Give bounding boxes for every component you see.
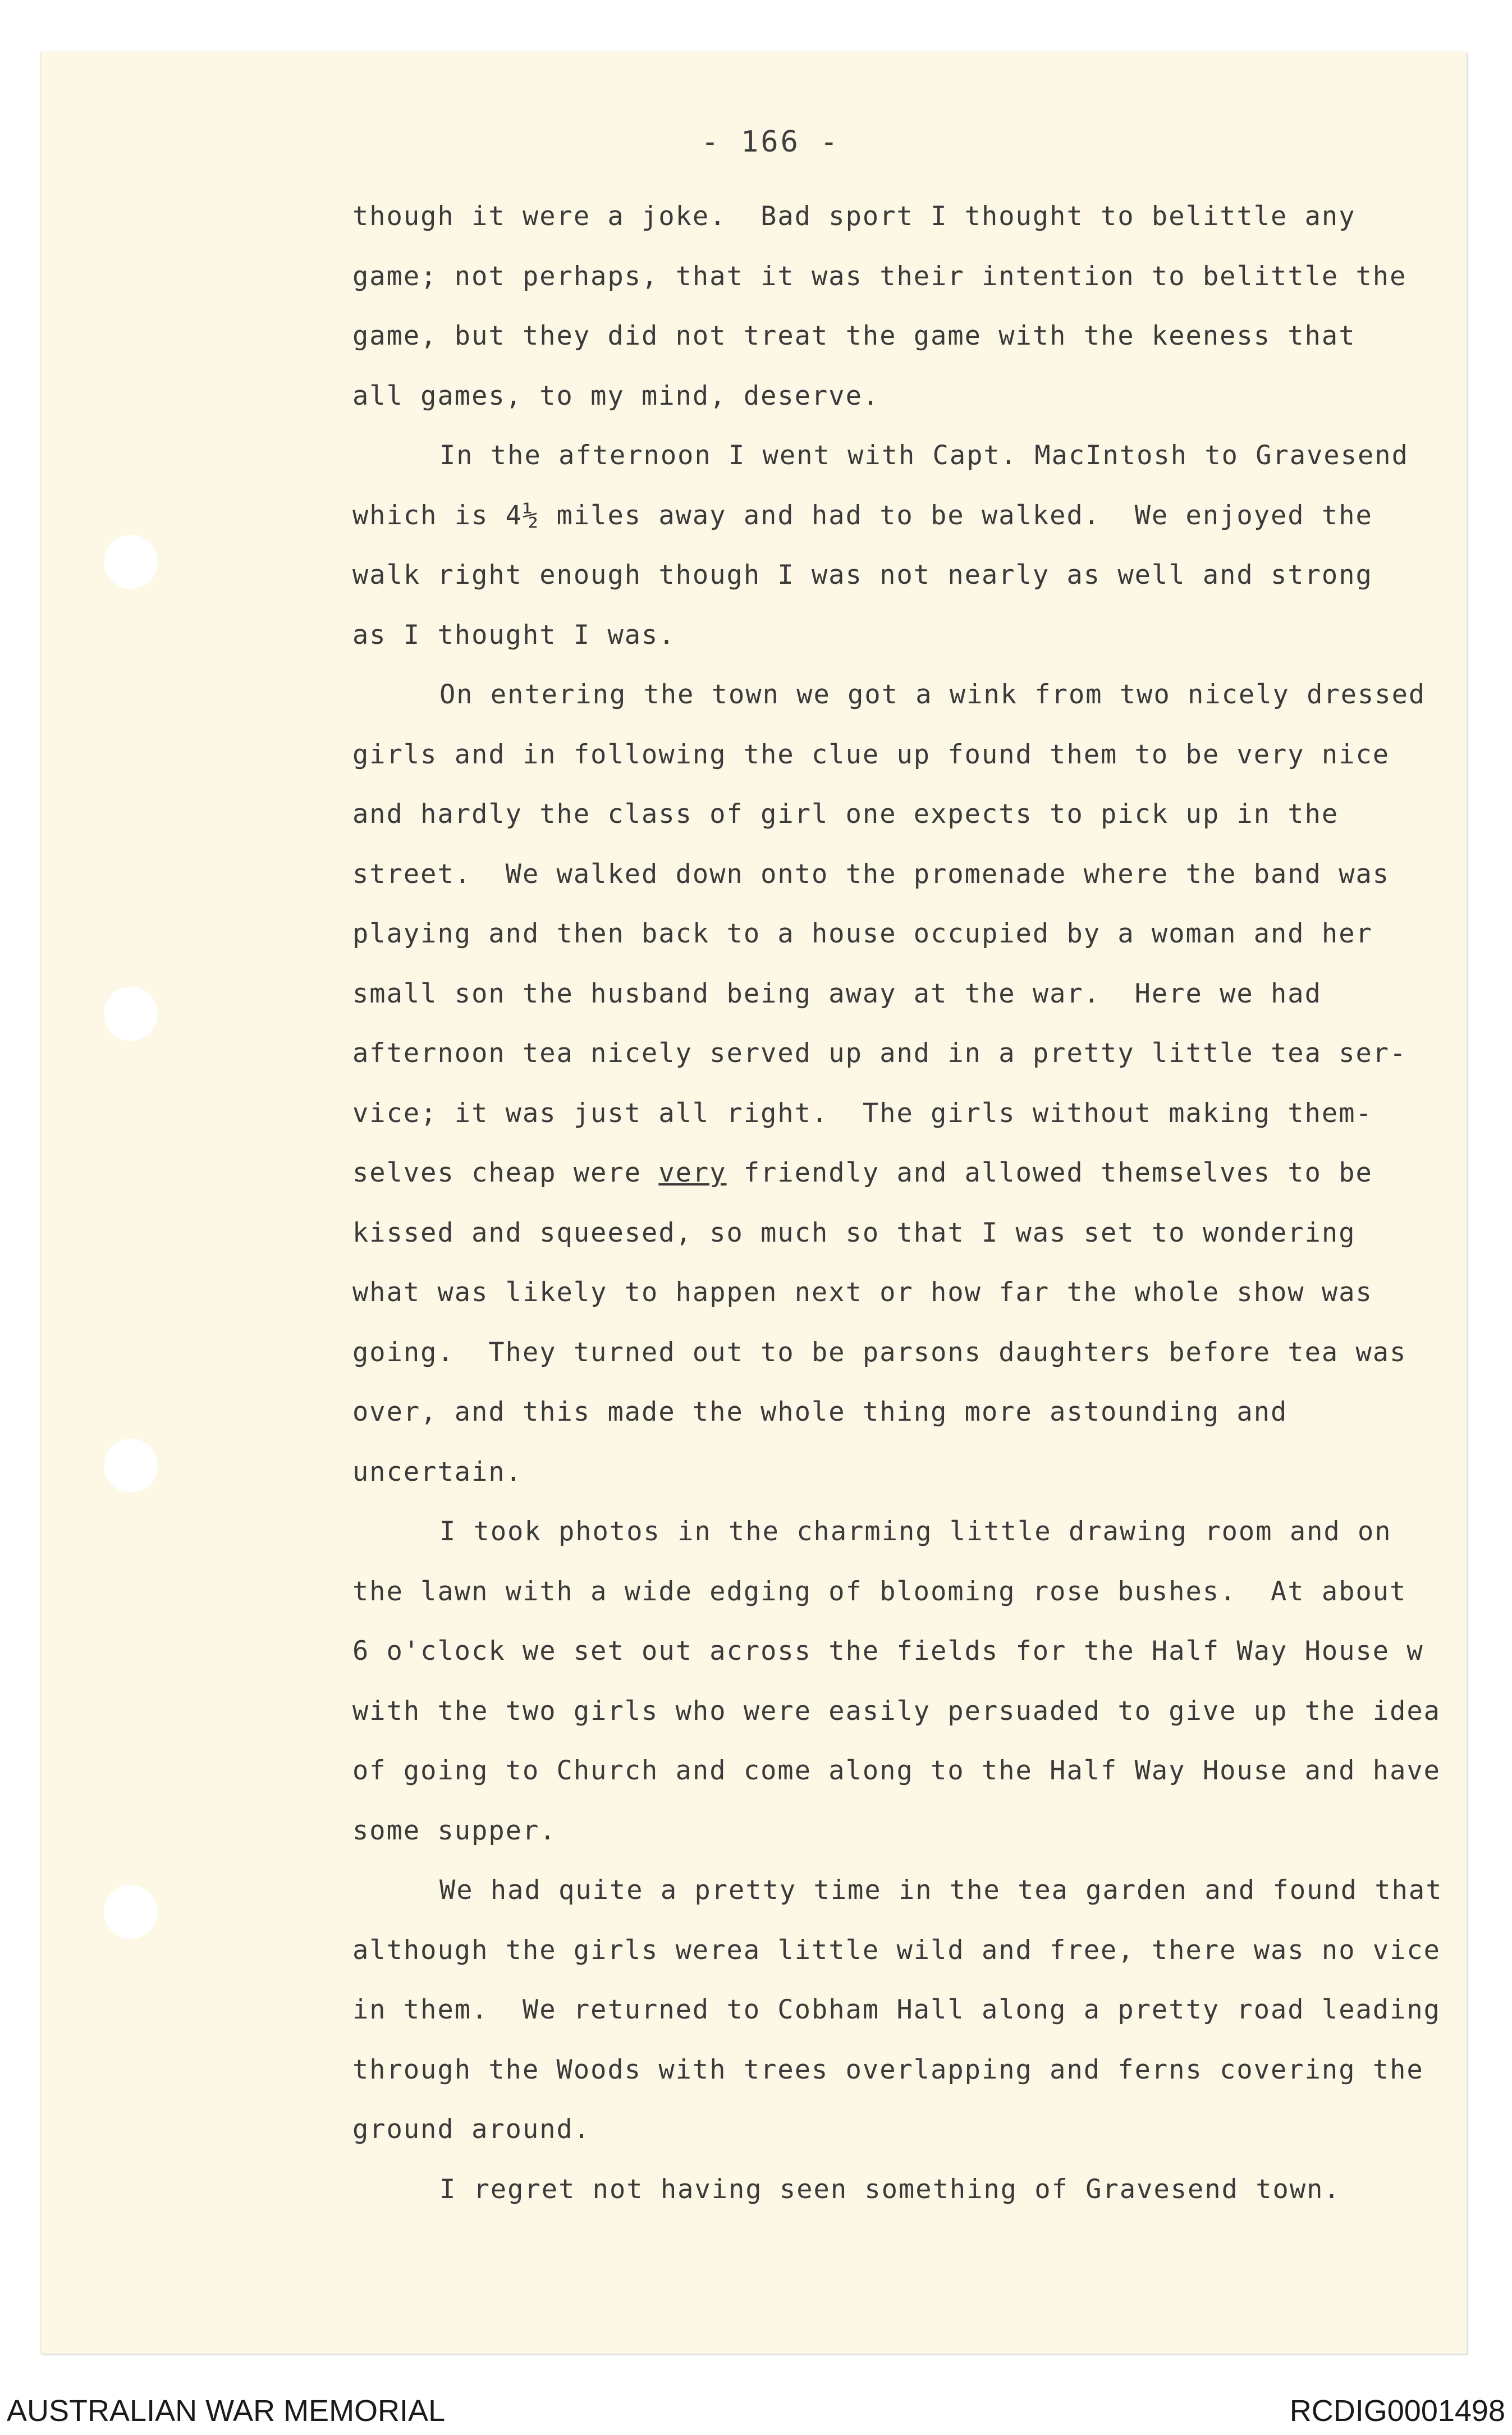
punch-hole (104, 1439, 158, 1493)
text-line: though it were a joke. Bad sport I thought to belittle any (352, 201, 1356, 232)
punch-hole (104, 1885, 158, 1939)
document-page (40, 52, 1467, 2354)
text-line: in them. We returned to Cobham Hall along a pretty road leading (352, 1994, 1441, 2025)
text-line: some supper. (352, 1815, 557, 1846)
text-line: which is 4½ miles away and had to be walked. We enjoyed the (352, 500, 1373, 531)
text-line (352, 1143, 1464, 1203)
punch-hole (104, 987, 158, 1041)
page-number: - 166 - (701, 125, 840, 159)
text-line: over, and this made the whole thing more astounding and (352, 1397, 1288, 1427)
text-segment: selves cheap were (352, 1157, 659, 1188)
text-line: all games, to my mind, deserve. (352, 380, 880, 411)
text-line: kissed and squeesed, so much so that I was set to wondering (352, 1217, 1356, 1248)
text-line: as I thought I was. (352, 619, 676, 651)
institution-label: AUSTRALIAN WAR MEMORIAL (7, 2394, 446, 2428)
text-line: girls and in following the clue up found them to be very nice (352, 739, 1390, 770)
typed-text (352, 187, 1464, 2219)
punch-hole (104, 535, 158, 589)
text-line: what was likely to happen next or how far the whole show was (352, 1277, 1373, 1308)
text-line: the lawn with a wide edging of blooming rose bushes. At about (352, 1576, 1407, 1607)
record-identifier: RCDIG0001498 (1289, 2394, 1505, 2428)
text-line: walk right enough though I was not nearly as well and strong (352, 560, 1373, 591)
text-line: In the afternoon I went with Capt. MacIntosh to Gravesend (439, 440, 1409, 471)
text-line: 6 o'clock we set out across the fields for the Half Way House w (352, 1636, 1424, 1667)
text-line: street. We walked down onto the promenade where the band was (352, 858, 1390, 890)
text-line: ground around. (352, 2114, 591, 2145)
text-line: and hardly the class of girl one expects to pick up in the (352, 799, 1339, 830)
text-segment: friendly and allowed themselves to be (726, 1157, 1373, 1188)
text-line: game, but they did not treat the game with the keeness that (352, 321, 1356, 351)
text-line: vice; it was just all right. The girls without making them- (352, 1097, 1373, 1129)
text-line: game; not perhaps, that it was their intention to belittle the (352, 260, 1407, 292)
underlined-word: very (658, 1157, 727, 1188)
text-line: On entering the town we got a wink from two nicely dressed (439, 679, 1426, 710)
text-line: through the Woods with trees overlapping and ferns covering the (352, 2054, 1424, 2085)
text-line: We had quite a pretty time in the tea garden and found that (439, 1875, 1443, 1906)
text-line: uncertain. (352, 1456, 523, 1487)
text-line: afternoon tea nicely served up and in a pretty little tea ser- (352, 1038, 1407, 1069)
text-line: playing and then back to a house occupied by a woman and her (352, 918, 1373, 949)
text-line: going. They turned out to be parsons daughters before tea was (352, 1336, 1407, 1368)
text-line: small son the husband being away at the war. Here we had (352, 978, 1322, 1009)
text-line: of going to Church and come along to the Half Way House and have (352, 1755, 1441, 1786)
text-line: I regret not having seen something of Gravesend town. (439, 2173, 1341, 2205)
text-line: I took photos in the charming little drawing room and on (439, 1516, 1392, 1547)
text-line: with the two girls who were easily persuaded to give up the idea (352, 1695, 1441, 1727)
text-line: although the girls werea little wild and free, there was no vice (352, 1934, 1441, 1966)
